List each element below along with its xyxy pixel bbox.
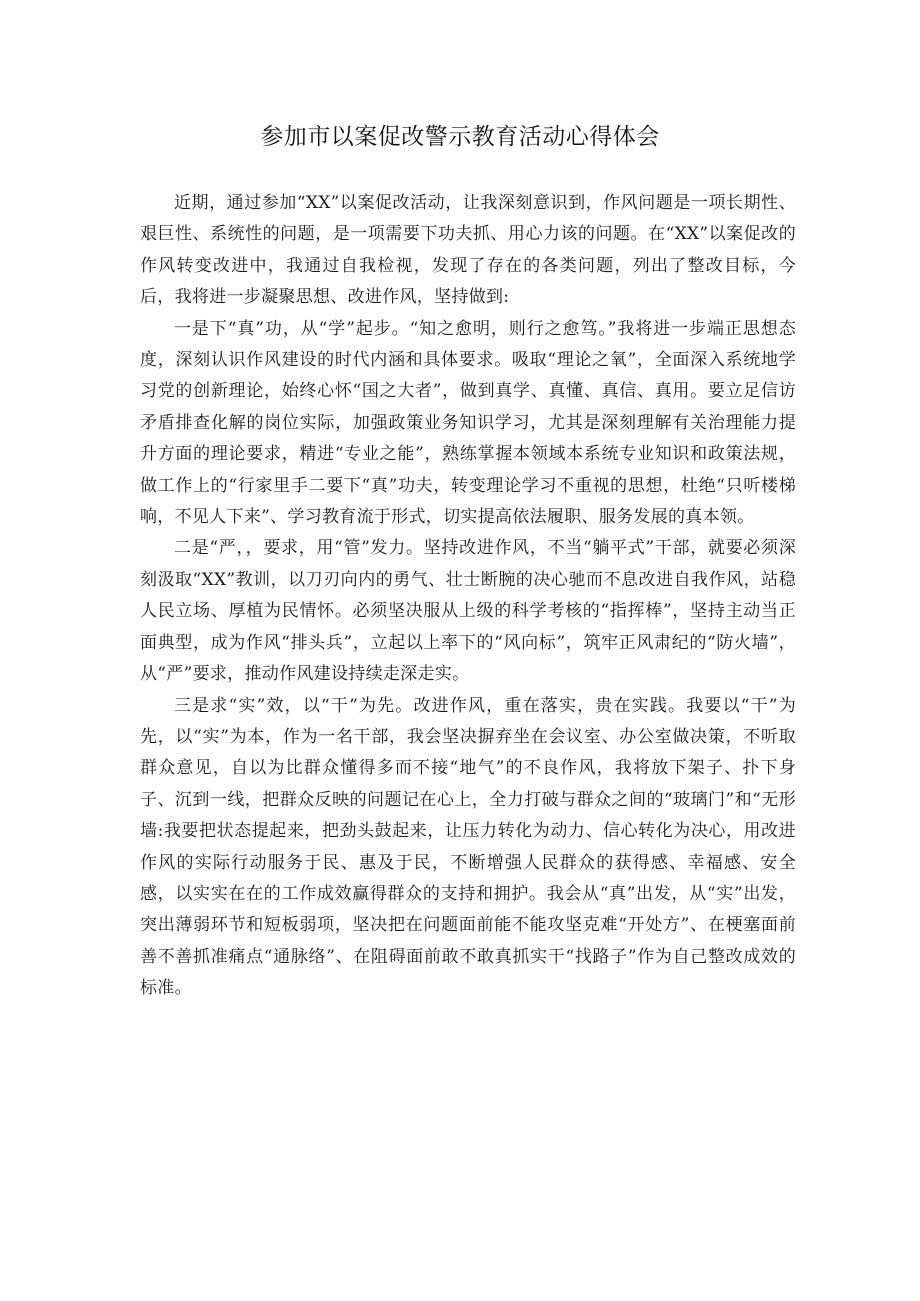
- paragraph-point-three: 三是求“实”效，以“干”为先。改进作风，重在落实，贵在实践。我要以“干”为先，以“实”为本，作为一名干部，我会坚决摒弃坐在会议室、办公室做决策，不听取群众意见，自以为比群众懂得多而不接“地气”的不良作风，我将放下架子、扑下身子、沉到一线，把群众反映的问题记在心上，全力打破与群众之间的“玻璃门”和“无形墙:我要把状态提起来，把劲头鼓起来，让压力转化为动力、信心转化为决心，用改进作风的实际行动服务于民、惠及于民，不断增强人民群众的获得感、幸福感、安全感，以实实在在的工作成效赢得群众的支持和拥护。我会从“真”出发，从“实”出发，突出薄弱环节和短板弱项，坚决把在问题面前能不能攻坚克难“开处方”、在梗塞面前善不善抓准痛点“通脉络”、在阻碍面前敢不敢真抓实干“找路子”作为自己整改成效的标准。: [140, 695, 796, 999]
- paragraph-intro: 近期，通过参加“XX”以案促改活动，让我深刻意识到，作风问题是一项长期性、艰巨性、系统性的问题，是一项需要下功夫抓、用心力该的问题。在“XX”以案促改的作风转变改进中，我通过自我检视，发现了存在的各类问题，列出了整改目标，今后，我将进一步凝聚思想、改进作风，坚持做到:: [140, 193, 796, 308]
- paragraph-point-one: 一是下“真”功，从“学”起步。“知之愈明，则行之愈笃。”我将进一步端正思想态度，深刻认识作风建设的时代内涵和具体要求。吸取“理论之氧”，全面深入系统地学习党的创新理论，始终心怀“国之大者”，做到真学、真懂、真信、真用。要立足信访矛盾排查化解的岗位实际，加强政策业务知识学习，尤其是深刻理解有关治理能力提升方面的理论要求，精进“专业之能”，熟练掌握本领域本系统专业知识和政策法规，做工作上的“行家里手二要下“真”功夫，转变理论学习不重视的思想，杜绝“只听楼梯响，不见人下来”、学习教育流于形式，切实提高依法履职、服务发展的真本领。: [140, 318, 796, 528]
- document-body: [140, 188, 796, 1005]
- document-title: 参加市以案促改警示教育活动心得体会: [260, 124, 660, 150]
- paragraph-point-two: 二是“严，，要求，用“管”发力。坚持改进作风，不当“躺平式”干部，就要必须深刻汲取“XX”教训，以刀刃向内的勇气、壮士断腕的决心驰而不息改进自我作风，站稳人民立场、厚植为民情怀。必须坚决服从上级的科学考核的“指挥棒”，坚持主动当正面典型，成为作风“排头兵”，立起以上率下的“风向标”，筑牢正风肃纪的“防火墙”，从“严”要求，推动作风建设持续走深走实。: [140, 538, 796, 685]
